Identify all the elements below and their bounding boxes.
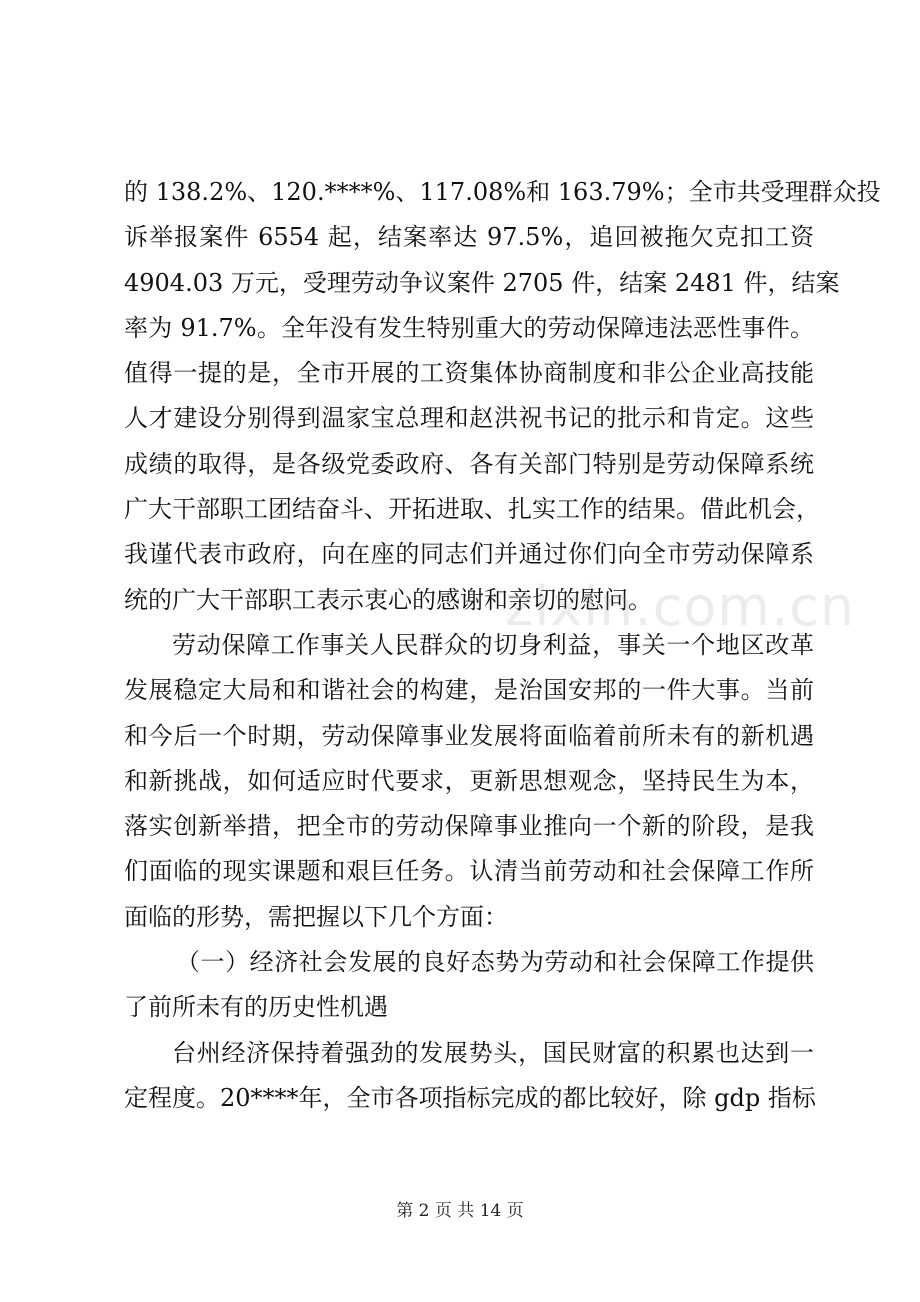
text-line: 广大干部职工团结奋斗、开拓进取、扎实工作的结果。借此机会， [124,495,820,524]
text-line: 和新挑战，如何适应时代要求，更新思想观念，坚持民生为本， [124,766,814,795]
text-line: 的 138.2%、120.****%、117.08%和 163.79%；全市共受理群众投 [124,178,881,206]
text-line: 面临的形势，需把握以下几个方面： [124,902,508,931]
text-line: 们面临的现实课题和艰巨任务。认清当前劳动和社会保障工作所 [124,857,814,886]
text-line: 劳动保障工作事关人民群众的切身利益，事关一个地区改革 [172,630,814,659]
text-line: 台州经济保持着强劲的发展势头，国民财富的积累也达到一 [172,1038,814,1067]
text-line: 4904.03 万元，受理劳动争议案件 2705 件，结案 2481 件，结案 [124,268,840,297]
text-line: 我谨代表市政府，向在座的同志们并通过你们向全市劳动保障系 [124,540,814,569]
section-heading: （一）经济社会发展的良好态势为劳动和社会保障工作提供 [176,948,814,977]
text-line: 发展稳定大局和和谐社会的构建，是治国安邦的一件大事。当前 [124,676,814,705]
text-line: 率为 91.7%。全年没有发生特别重大的劳动保障违法恶性事件。 [124,313,814,342]
text-line: 定程度。20****年，全市各项指标完成的都比较好，除 gdp 指标 [124,1083,816,1112]
section-heading-continued: 了前所未有的历史性机遇 [124,993,388,1022]
document-body [124,170,881,1121]
text-line: 统的广大干部职工表示衷心的感谢和亲切的慰问。 [124,585,652,614]
text-line: 人才建设分别得到温家宝总理和赵洪祝书记的批示和肯定。这些 [124,404,814,433]
text-line: 和今后一个时期，劳动保障事业发展将面临着前所未有的新机遇 [124,721,814,750]
text-line: 落实创新举措，把全市的劳动保障事业推向一个新的阶段，是我 [124,812,814,841]
text-line: 成绩的取得，是各级党委政府、各有关部门特别是劳动保障系统 [124,449,814,478]
page-number-footer: 第 2 页 共 14 页 [396,1201,524,1221]
watermark-text: zixin.com.cn [505,575,856,638]
text-line: 诉举报案件 6554 起，结案率达 97.5%，追回被拖欠克扣工资 [124,223,814,252]
text-line: 值得一提的是，全市开展的工资集体协商制度和非公企业高技能 [124,359,814,388]
